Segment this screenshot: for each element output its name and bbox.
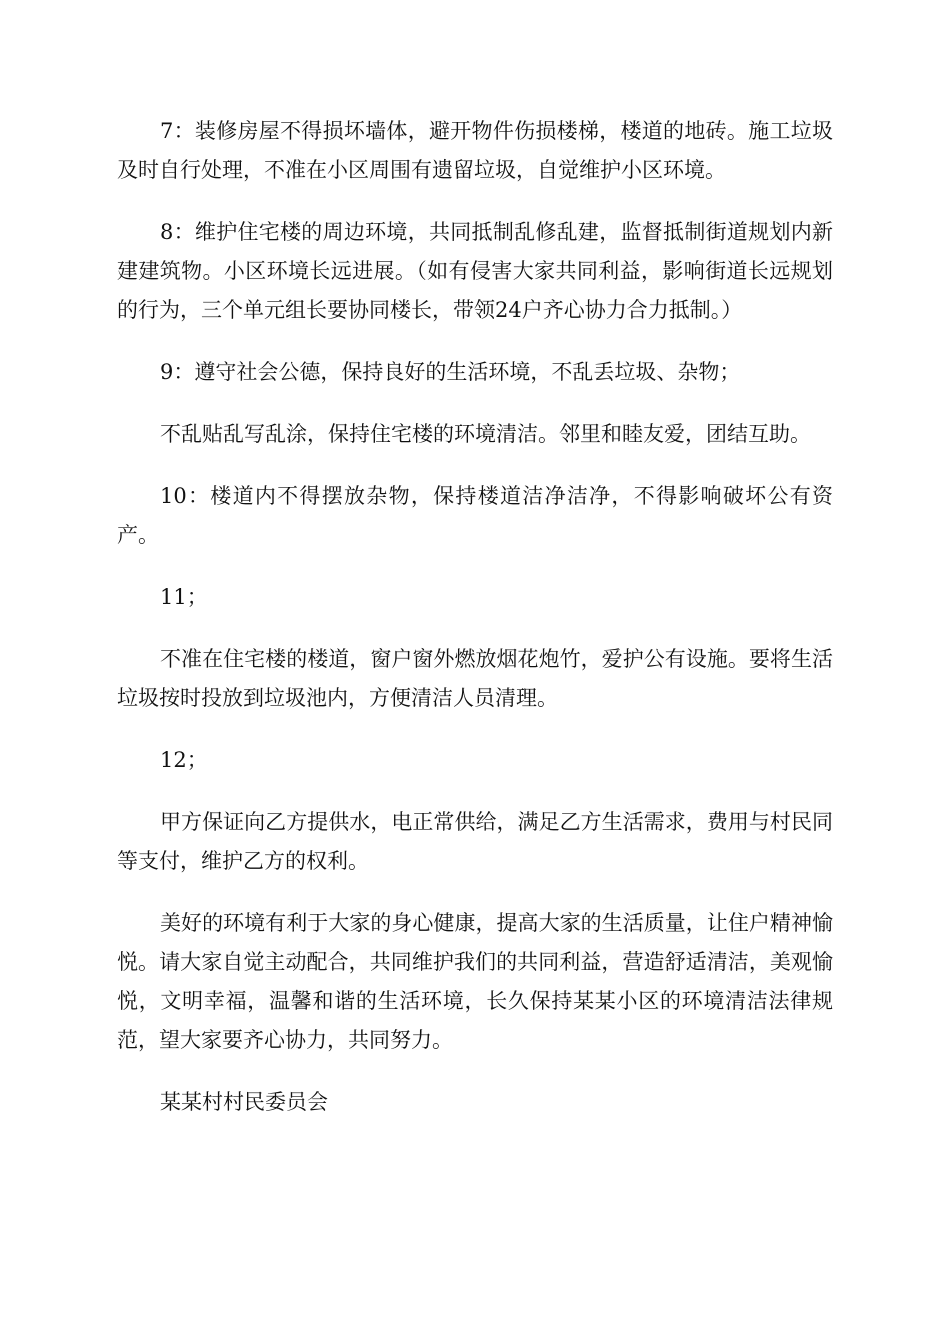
clause-12-heading: 12； [160, 748, 208, 772]
clause-10: 10：楼道内不得摆放杂物，保持楼道洁净洁净，不得影响破坏公有资产。 [117, 484, 833, 547]
clause-9-continued: 不乱贴乱写乱涂，保持住宅楼的环境清洁。邻里和睦友爱，团结互助。 [160, 422, 811, 446]
clause-9: 9：遵守社会公德，保持良好的生活环境，不乱丢垃圾、杂物； [160, 360, 741, 384]
closing-paragraph: 美好的环境有利于大家的身心健康，提高大家的生活质量，让住户精神愉悦。请大家自觉主动配合，共同维护我们的共同利益，营造舒适清洁，美观愉悦，文明幸福，温馨和谐的生活环境，长久保持某某小区的环境清洁法律规范，望大家要齐心协力，共同努力。 [117, 911, 833, 1052]
clause-7: 7：装修房屋不得损坏墙体，避开物件伤损楼梯，楼道的地砖。施工垃圾及时自行处理，不准在小区周围有遗留垃圾，自觉维护小区环境。 [117, 119, 833, 182]
clause-11: 不准在住宅楼的楼道，窗户窗外燃放烟花炮竹，爱护公有设施。要将生活垃圾按时投放到垃圾池内，方便清洁人员清理。 [117, 647, 833, 710]
signature-committee: 某某村村民委员会 [160, 1090, 328, 1114]
clause-11-heading: 11； [160, 585, 208, 609]
clause-12: 甲方保证向乙方提供水，电正常供给，满足乙方生活需求，费用与村民同等支付，维护乙方的权利。 [117, 810, 833, 873]
document-page [117, 112, 833, 1145]
clause-8: 8：维护住宅楼的周边环境，共同抵制乱修乱建，监督抵制街道规划内新建建筑物。小区环境长远进展。（如有侵害大家共同利益，影响街道长远规划的行为，三个单元组长要协同楼长，带领24户齐心协力合力抵制。） [117, 220, 833, 322]
